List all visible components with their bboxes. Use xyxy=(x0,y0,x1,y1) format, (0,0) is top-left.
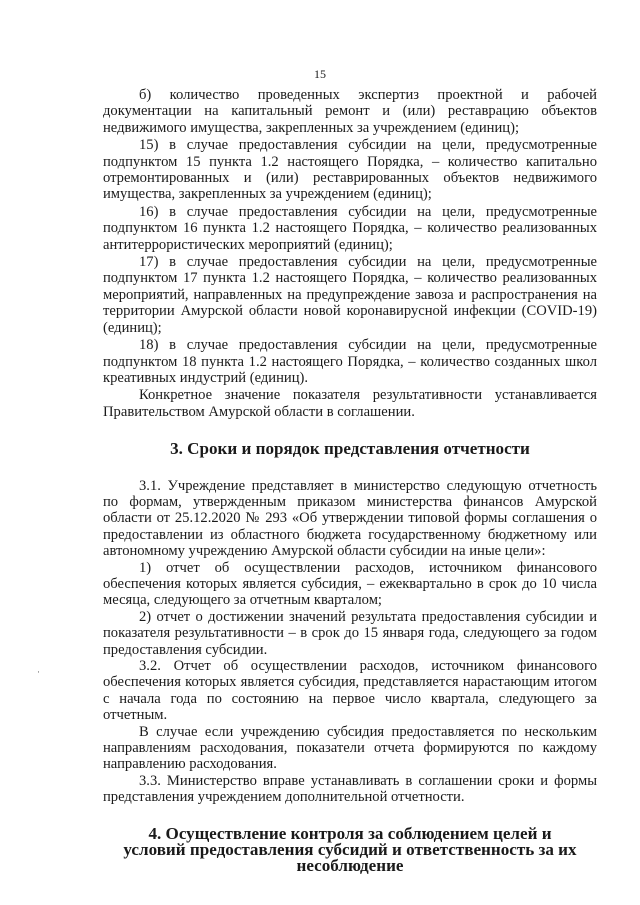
paragraph-3-2: 3.2. Отчет об осуществлении расходов, источником финансового обеспечения которых является субсидия, представляется нарастающим итогом с начала года по состоянию на первое число квартала, следующего за отчетным. xyxy=(103,658,597,724)
page-number: 15 xyxy=(314,67,326,81)
paragraph-indicator-value: Конкретное значение показателя результативности устанавливается Правительством Амурской области в соглашении. xyxy=(103,387,597,420)
section-4-heading: 4. Осуществление контроля за соблюдением целей и условий предоставления субсидий и ответственность за их несоблюдение xyxy=(123,823,577,876)
paragraph-item-15: 15) в случае предоставления субсидии на цели, предусмотренные подпунктом 15 пункта 1.2 настоящего Порядка, – количество капитально отремонтированных и (или) реставрированных объектов недвижимого имущества, закрепленных за учреждением (единиц); xyxy=(103,137,597,203)
section-3-heading: 3. Сроки и порядок представления отчетности xyxy=(170,439,530,459)
margin-mark: · xyxy=(37,667,40,677)
paragraph-report-1: 1) отчет об осуществлении расходов, источником финансового обеспечения которых является субсидия, – ежеквартально в срок до 10 числа месяца, следующего за отчетным кварталом; xyxy=(103,559,597,609)
paragraph-item-16: 16) в случае предоставления субсидии на цели, предусмотренные подпунктом 16 пункта 1.2 настоящего Порядка, – количество реализованных антитеррористических мероприятий (единиц); xyxy=(103,203,597,253)
paragraph-item-17: 17) в случае предоставления субсидии на цели, предусмотренные подпунктом 17 пункта 1.2 настоящего Порядка, – количество реализованных мероприятий, направленных на предупреждение завоза и распространения на территории Амурской области новой коронавирусной инфекции (COVID-19) (единиц); xyxy=(103,254,597,336)
paragraph-item-18: 18) в случае предоставления субсидии на цели, предусмотренные подпунктом 18 пункта 1.2 настоящего Порядка, – количество созданных школ креативных индустрий (единиц). xyxy=(103,337,597,386)
document-body xyxy=(103,87,597,875)
paragraph-report-2: 2) отчет о достижении значений результата предоставления субсидии и показателя результативности – в срок до 15 января года, следующего за годом предоставления субсидии. xyxy=(103,608,597,658)
paragraph-several-directions: В случае если учреждению субсидия предоставляется по нескольким направлениям расходования, показатели отчета формируются по каждому направлению расходования. xyxy=(103,723,597,773)
paragraph-3-3: 3.3. Министерство вправе устанавливать в соглашении сроки и формы представления учреждением дополнительной отчетности. xyxy=(103,772,597,806)
paragraph-item-6: б) количество проведенных экспертиз проектной и рабочей документации на капитальный ремонт и (или) реставрацию объектов недвижимого имущества, закрепленных за учреждением (единиц); xyxy=(103,87,597,136)
paragraph-3-1: 3.1. Учреждение представляет в министерство следующую отчетность по формам, утвержденным приказом министерства финансов Амурской области от 25.12.2020 № 293 «Об утверждении типовой формы соглашения о предоставлении из областного бюджета государственному бюджетному или автономному учреждению Амурской области субсидии на иные цели»: xyxy=(103,477,597,560)
